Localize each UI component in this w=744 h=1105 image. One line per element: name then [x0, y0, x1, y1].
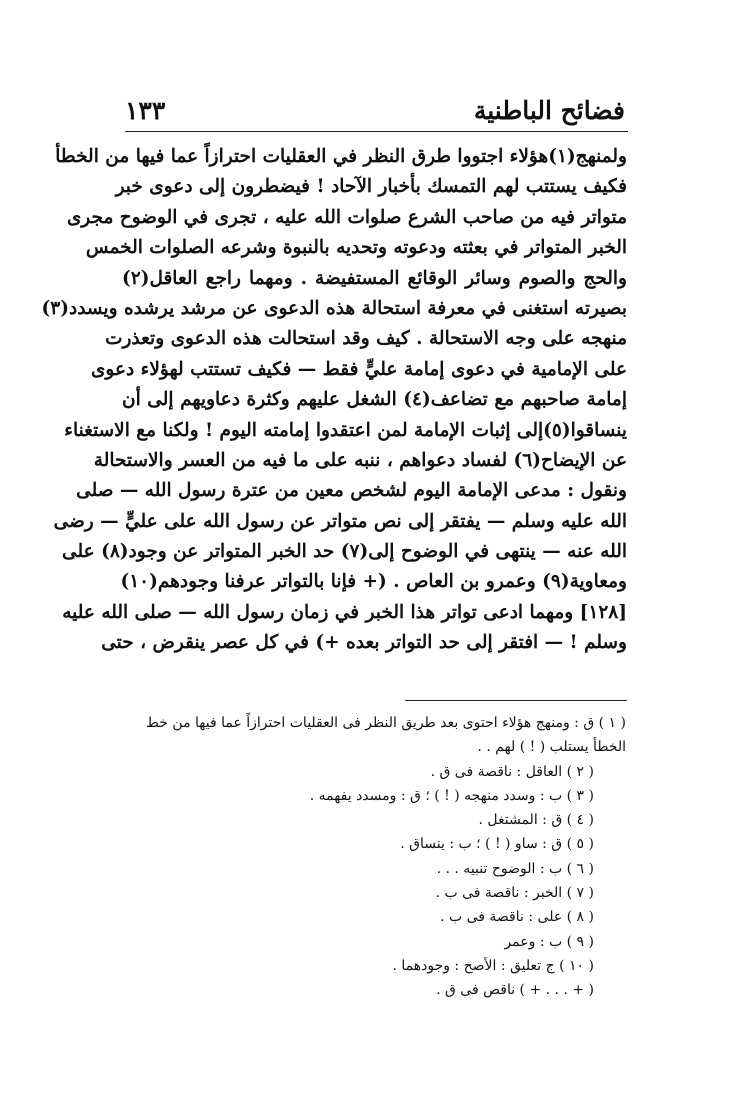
text-line: الخبر المتواتر في بعثته ودعوته وتحديه بالنبوة وشرعه الصلوات الخمس — [85, 237, 627, 259]
footnote-line: ( ٨ ) على : ناقصة فى ب . — [440, 909, 594, 926]
footnote-line: ( + . . . + ) ناقص فى ق . — [436, 982, 594, 999]
footnote-line: ( ٦ ) ب : الوضوح تنبيه . . . — [436, 860, 594, 877]
footnote-line: ( ١ ) ق : ومنهج هؤلاء احتوى بعد طريق النظر فى العقليات احترازاً عما فيها من خط — [146, 715, 626, 731]
footnote-line: ( ٤ ) ق : المشتغل . — [478, 812, 594, 829]
text-line: [١٢٨] ومهما ادعى تواتر هذا الخبر في زمان رسول الله — صلى الله عليه — [62, 601, 627, 623]
footnote-line: ( ١٠ ) ج تعليق : الأصح : وجودهما . — [392, 957, 594, 974]
footnote-line: ( ٥ ) ق : ساو ( ! ) ؛ ب : ينساق . — [400, 836, 594, 853]
text-line: وسلم ! — افتقر إلى حد التواتر بعده +) في كل عصر ينقرض ، حتى — [101, 632, 627, 654]
page-header — [125, 92, 625, 128]
text-line: ولمنهج(١)هؤلاء اجتووا طرق النظر في العقليات احترازاً عما فيها من الخطأ — [55, 146, 627, 167]
text-line: عن الإيضاح(٦) لفساد دعواهم ، ننبه على ما فيه من العسر والاستحالة — [93, 449, 627, 471]
text-line: إمامة صاحبهم مع تضاعف(٤) الشغل عليهم وكثرة دعاويهم إلى أن — [122, 389, 627, 411]
text-line: والحج والصوم وسائر الوقائع المستفيضة . ومهما راجع العاقل(٢) — [122, 267, 627, 289]
text-line: ومعاوية(٩) وعمرو بن العاص . (+ فإنا بالتواتر عرفنا وجودهم(١٠) — [120, 571, 627, 593]
text-line: على الإمامية في دعوى إمامة عليٍّ فقط — فكيف تستتب لهؤلاء دعوى — [90, 358, 627, 380]
footnote-line: الخطأ يستلب ( ! ) لهم . . — [477, 739, 626, 756]
text-line: ينساقوا(٥)إلى إثبات الإمامة لمن اعتقدوا إمامته اليوم ! ولكنا مع الاستغناء — [64, 419, 627, 441]
footnote-line: ( ٢ ) العاقل : ناقصة فى ق . — [430, 763, 594, 780]
page-number: ١٣٣ — [125, 95, 166, 125]
running-title: فضائح الباطنية — [473, 95, 625, 125]
header-divider — [125, 131, 628, 132]
text-line: الله عليه وسلم — يفتقر إلى نص متواتر عن رسول الله على عليٍّ — رضى — [53, 510, 627, 532]
main-text — [41, 142, 627, 659]
footnote-divider — [405, 700, 627, 701]
text-line: الله عنه — ينتهى في الوضوح إلى(٧) حد الخبر المتواتر عن وجود(٨) على — [62, 541, 627, 563]
footnotes — [60, 711, 626, 1003]
footnote-line: ( ٩ ) ب : وعمر — [504, 933, 594, 950]
text-line: ونقول : مدعى الإمامة اليوم لشخص معين من عترة رسول الله — صلى — [76, 480, 627, 502]
text-line: متواتر فيه من صاحب الشرع صلوات الله عليه ، تجرى في الوضوح مجرى — [66, 206, 627, 228]
footnote-line: ( ٣ ) ب : وسدد منهجه ( ! ) ؛ ق : ومسدد يفهمه . — [309, 787, 594, 804]
text-line: بصيرته استغنى في معرفة استحالة هذه الدعوى عن مرشد يرشده ويسدد(٣) — [41, 297, 627, 319]
text-line: منهجه على وجه الاستحالة . كيف وقد استحالت هذه الدعوى وتعذرت — [105, 328, 627, 350]
text-line: فكيف يستتب لهم التمسك بأخبار الآحاد ! فيضطرون إلى دعوى خبر — [115, 176, 627, 198]
footnote-line: ( ٧ ) الخبر : ناقصة فى ب . — [435, 885, 594, 902]
